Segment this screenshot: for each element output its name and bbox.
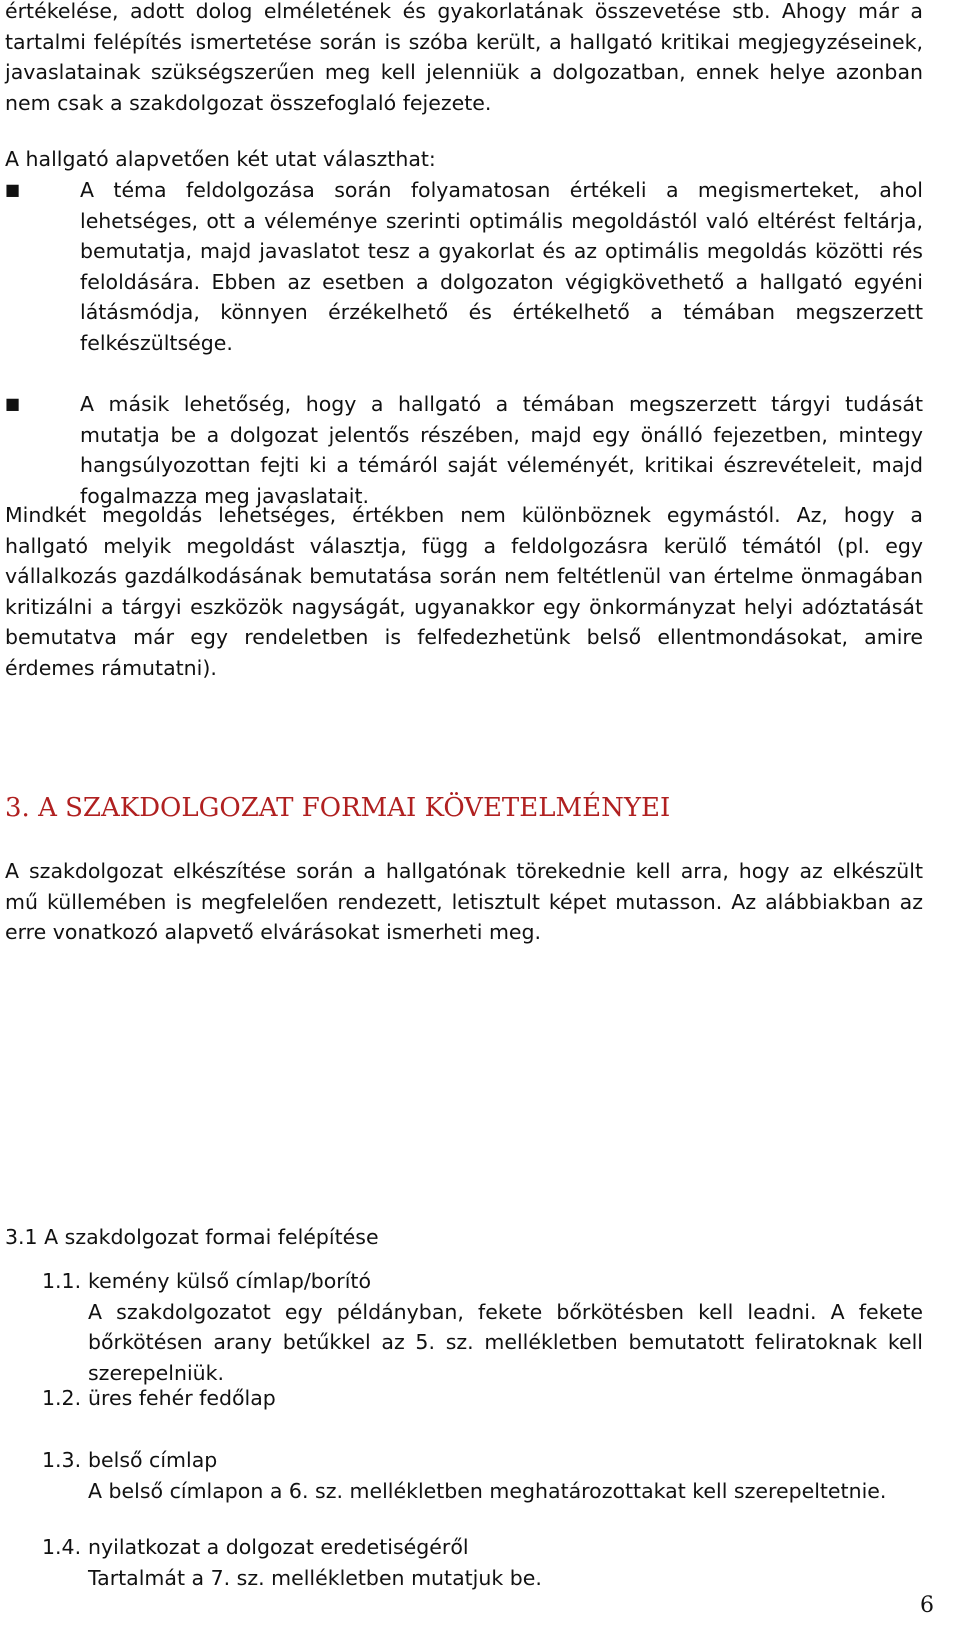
bullet-item-1: A téma feldolgozása során folyamatosan értékeli a megismerteket, ahol lehetséges, ott a véleménye szerinti optimális megoldástól való eltérést feltárja, bemutatja, majd javaslatot tesz a gyakorlat és az optimális megoldás közötti rés feloldására. Ebben az esetben a dolgozaton végigkövethető a hallgató egyéni látásmódja, könnyen érzékelhető és értékelhető a témában megszerzett felkészültsége. <box>80 178 923 355</box>
item-title: üres fehér fedőlap <box>88 1386 276 1410</box>
square-bullet-icon: ■ <box>5 180 21 199</box>
list-item <box>42 1266 923 1385</box>
square-bullet-icon: ■ <box>5 394 21 413</box>
item-title: belső címlap <box>88 1448 218 1472</box>
item-number: 1.3. <box>42 1448 82 1472</box>
item-description: Tartalmát a 7. sz. mellékletben mutatjuk be. <box>88 1565 542 1590</box>
section-heading: 3.1 A szakdolgozat formai felépítése <box>5 1225 379 1249</box>
both-solutions-paragraph: Mindkét megoldás lehetséges, értékben nem különböznek egymástól. Az, hogy a hallgató melyik megoldást választja, függ a feldolgozásra kerülő témától (pl. egy vállalkozás gazdálkodásának bemutatása során nem feltétlenül van értelme önmagában kritizálni a tárgyi eszközök nagyságát, ugyanakkor egy önkormányzat helyi adóztatását bemutatva már egy rendeletben is felfedezhetünk belső ellentmondásokat, amire érdemes rámutatni). <box>5 503 923 680</box>
list-item <box>42 1532 922 1590</box>
item-description: A szakdolgozatot egy példányban, fekete bőrkötésben kell leadni. A fekete bőrkötésen arany betűkkel az 5. sz. mellékletben bemutatott feliratoknak kell szerepelniük. <box>88 1299 923 1385</box>
page-number: 6 <box>920 1593 934 1618</box>
item-description: A belső címlapon a 6. sz. mellékletben meghatározottakat kell szerepeltetnie. <box>88 1478 887 1503</box>
item-title: kemény külső címlap/borító <box>88 1269 372 1293</box>
list-item <box>42 1445 922 1503</box>
chapter-intro-paragraph: A szakdolgozat elkészítése során a hallgatónak törekednie kell arra, hogy az elkészült mű küllemében is megfelelően rendezett, letisztult képet mutasson. Az alábbiakban az erre vonatkozó alapvető elvárásokat ismerheti meg. <box>5 859 923 945</box>
two-ways-paragraph: A hallgató alapvetően két utat választhat: <box>5 147 436 171</box>
list-item <box>42 1383 922 1414</box>
item-number: 1.4. <box>42 1535 82 1559</box>
item-title: nyilatkozat a dolgozat eredetiségéről <box>88 1535 469 1559</box>
item-number: 1.1. <box>42 1269 82 1293</box>
item-number: 1.2. <box>42 1386 82 1410</box>
chapter-heading: 3. A SZAKDOLGOZAT FORMAI KÖVETELMÉNYEI <box>5 793 671 823</box>
intro-paragraph: értékelése, adott dolog elméletének és gyakorlatának összevetése stb. Ahogy már a tartalmi felépítés ismertetése során is szóba került, a hallgató kritikai megjegyzéseinek, javaslatainak szükségszerűen meg kell jelenniük a dolgozatban, ennek helye azonban nem csak a szakdolgozat összefoglaló fejezete. <box>5 0 923 115</box>
bullet-item-2: A másik lehetőség, hogy a hallgató a témában megszerzett tárgyi tudását mutatja be a dolgozat jelentős részében, majd egy önálló fejezetben, mintegy hangsúlyozottan fejti ki a témáról saját véleményét, kritikai észrevételeit, majd fogalmazza meg javaslatait. <box>80 392 923 508</box>
